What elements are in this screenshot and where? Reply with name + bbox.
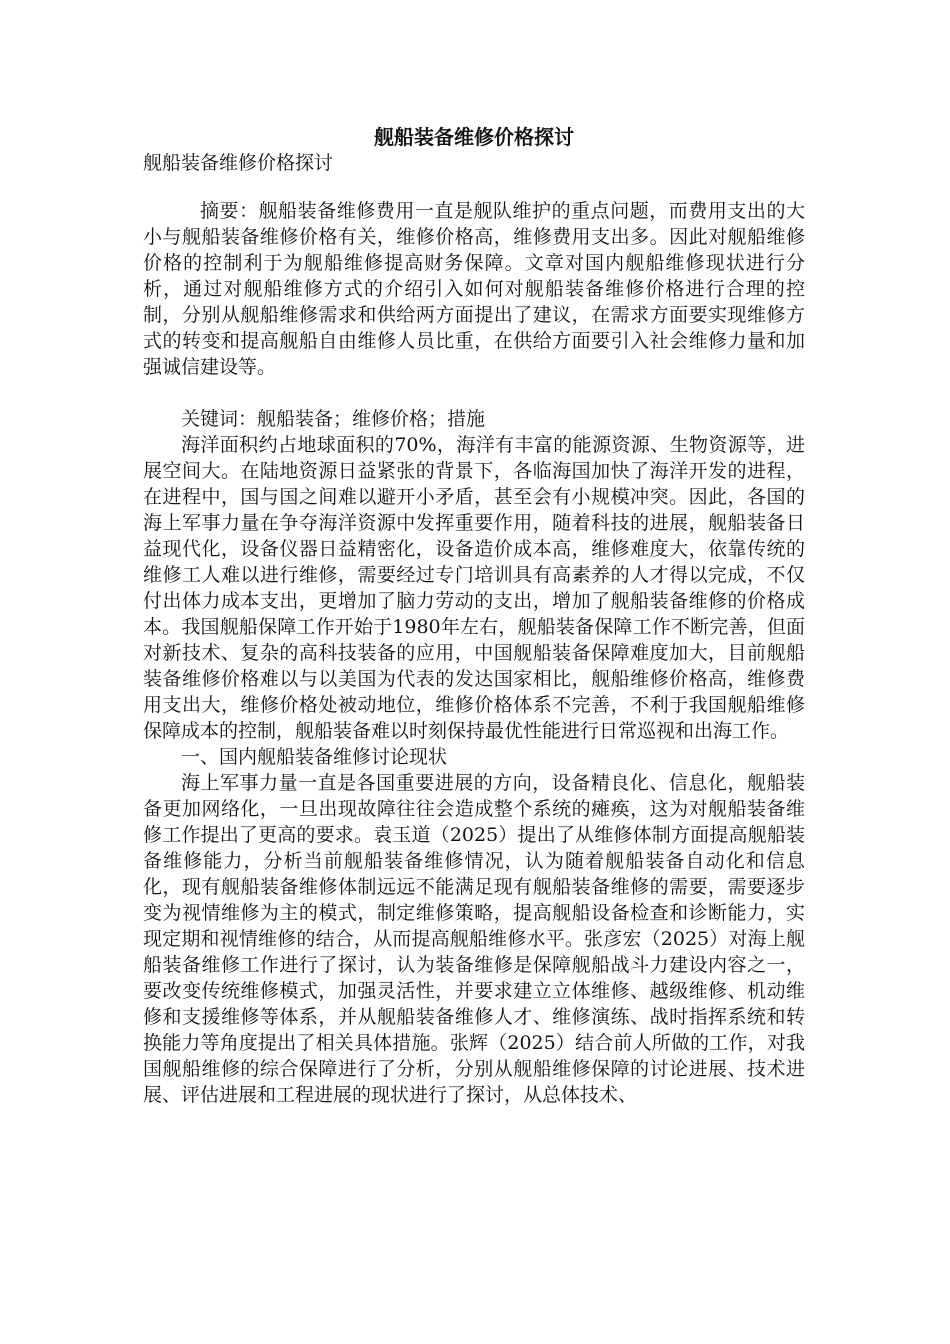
body-paragraph-2: 海上军事力量一直是各国重要进展的方向，设备精良化、信息化，舰船装备更加网络化，一旦出现故障往往会造成整个系统的瘫痪，这为对舰船装备维修工作提出了更高的要求。袁玉道（2025）提出了从维修体制方面提高舰船装备维修能力，分析当前舰船装备维修情况，认为随着舰船装备自动化和信息化，现有舰船装备维修体制远远不能满足现有舰船装备维修的需要，需要逐步变为视情维修为主的模式，制定维修策略，提高舰船设备检查和诊断能力，实现定期和视情维修的结合，从而提高舰船维修水平。张彦宏（2025）对海上舰船装备维修工作进行了探讨，认为装备维修是保障舰船战斗力建设内容之一，要改变传统维修模式，加强灵活性，并要求建立立体维修、越级维修、机动维修和支援维修等体系，并从舰船装备维修人才、维修演练、战时指挥系统和转换能力等角度提出了相关具体措施。张辉（2025）结合前人所做的工作，对我国舰船维修的综合保障进行了分析，分别从舰船维修保障的讨论进展、技术进展、评估进展和工程进展的现状进行了探讨，从总体技术、 xyxy=(143,772,805,1106)
document-subtitle: 舰船装备维修价格探讨 xyxy=(143,152,334,174)
document-page xyxy=(143,124,805,1108)
document-title: 舰船装备维修价格探讨 xyxy=(374,125,574,149)
section-heading-1: 一、国内舰船装备维修讨论现状 xyxy=(181,746,448,768)
keywords-line: 关键词：舰船装备；维修价格；措施 xyxy=(181,408,486,430)
abstract-paragraph: 摘要：舰船装备维修费用一直是舰队维护的重点问题，而费用支出的大小与舰船装备维修价格有关，维修价格高，维修费用支出多。因此对舰船维修价格的控制利于为舰船维修提高财务保障。文章对国内舰船维修现状进行分析，通过对舰船维修方式的介绍引入如何对舰船装备维修价格进行合理的控制，分别从舰船维修需求和供给两方面提出了建议，在需求方面要实现维修方式的转变和提高舰船自由维修人员比重，在供给方面要引入社会维修力量和加强诚信建设等。 xyxy=(143,200,805,378)
body-paragraph-1: 海洋面积约占地球面积的70%，海洋有丰富的能源资源、生物资源等，进展空间大。在陆地资源日益紧张的背景下，各临海国加快了海洋开发的进程，在进程中，国与国之间难以避开小矛盾，甚至会有小规模冲突。因此，各国的海上军事力量在争夺海洋资源中发挥重要作用，随着科技的进展，舰船装备日益现代化，设备仪器日益精密化，设备造价成本高，维修难度大，依靠传统的维修工人难以进行维修，需要经过专门培训具有高素养的人才得以完成，不仅付出体力成本支出，更增加了脑力劳动的支出，增加了舰船装备维修的价格成本。我国舰船保障工作开始于1980年左右，舰船装备保障工作不断完善，但面对新技术、复杂的高科技装备的应用，中国舰船装备保障难度加大，目前舰船装备维修价格难以与以美国为代表的发达国家相比，舰船维修价格高，维修费用支出大，维修价格处被动地位，维修价格体系不完善，不利于我国舰船维修保障成本的控制，舰船装备难以时刻保持最优性能进行日常巡视和出海工作。 xyxy=(143,434,805,742)
